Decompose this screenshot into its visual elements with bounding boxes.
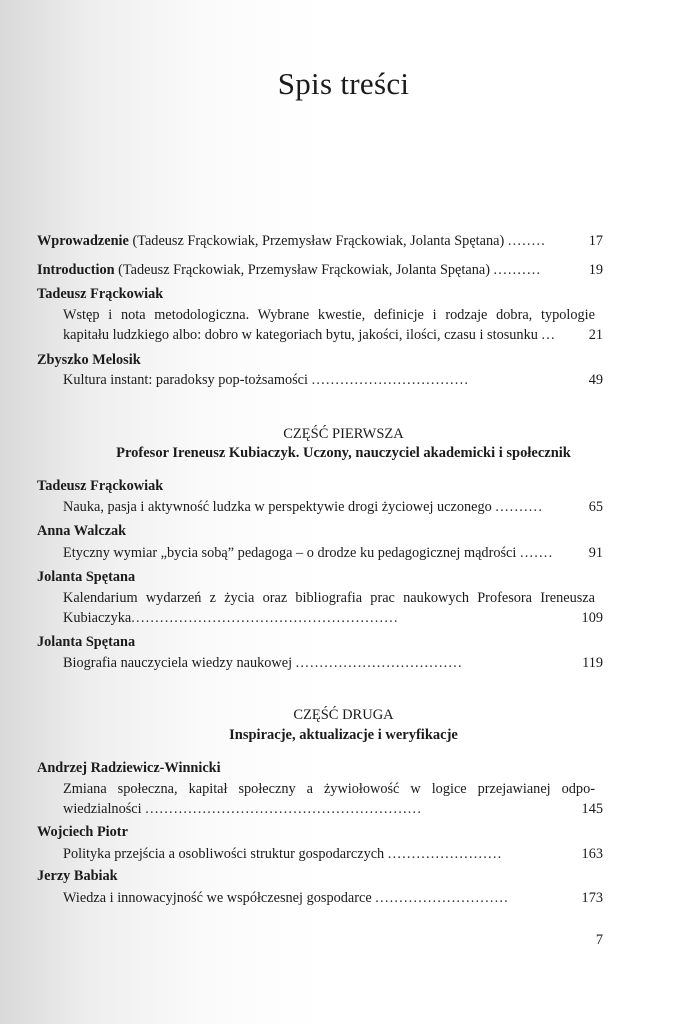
leader-dots: ........................: [387, 846, 503, 862]
leader-dots: ..........: [495, 499, 544, 515]
toc-entry-introduction: [37, 260, 562, 280]
leader-dots: ........: [507, 233, 547, 249]
entry-page-number: 91: [588, 545, 603, 561]
entry-page-number: 49: [588, 372, 603, 388]
entry-page-number: 173: [581, 890, 603, 906]
entry-author: Jolanta Spętana: [37, 634, 136, 650]
entry-title-text: Nauka, pasja i aktywność ludzka w perspektywie drogi życiowej uczonego: [63, 499, 492, 515]
entry-page-number: 19: [588, 262, 603, 278]
entry-authors: (Tadeusz Frąckowiak, Przemysław Frąckowiak, Jolanta Spętana): [128, 233, 508, 249]
part-heading: CZĘŚĆ PIERWSZA: [283, 426, 404, 442]
entry-page-number: 17: [588, 233, 603, 249]
entry-title-line: [63, 799, 563, 819]
entry-title-line: [63, 844, 563, 864]
entry-title-text: Kubiaczyka: [63, 610, 132, 626]
entry-title-line: [63, 608, 563, 628]
page-number: 7: [595, 932, 603, 948]
leader-dots: ...................................: [295, 655, 463, 671]
entry-author: Andrzej Radziewicz-Winnicki: [37, 760, 221, 776]
entry-title-line: [63, 370, 563, 390]
entry-author: Anna Walczak: [37, 523, 127, 539]
entry-author: Tadeusz Frąckowiak: [37, 286, 164, 302]
toc-entry-wprowadzenie: [37, 231, 562, 251]
entry-title-text: Biografia nauczyciela wiedzy naukowej: [63, 655, 293, 671]
leader-dots: ..........: [493, 262, 542, 278]
entry-page-number: 119: [582, 655, 603, 671]
leader-dots: ............................: [375, 890, 509, 906]
entry-title-text: Wiedza i innowacyjność we współczesnej gospodarce: [63, 890, 372, 906]
entry-author: Jerzy Babiak: [37, 868, 118, 884]
entry-page-number: 21: [588, 327, 603, 343]
entry-page-number: 109: [581, 610, 603, 626]
entry-title-text: Kultura instant: paradoksy pop-tożsamości: [63, 372, 308, 388]
entry-author: Jolanta Spętana: [37, 569, 136, 585]
entry-title-line: [63, 325, 563, 345]
part-heading: CZĘŚĆ DRUGA: [293, 707, 394, 723]
entry-lead: Wprowadzenie: [37, 233, 129, 249]
leader-dots: .................................: [311, 372, 470, 388]
entry-author: Tadeusz Frąckowiak: [37, 478, 164, 494]
entry-title-text: wiedzialności: [63, 801, 142, 817]
page-title: Spis treści: [277, 66, 410, 101]
entry-author: Zbyszko Melosik: [37, 352, 141, 368]
entry-title-line: Kalendarium wydarzeń z życia oraz bibliografia prac naukowych Profesora Ireneusza: [63, 590, 595, 606]
entry-lead: Introduction: [37, 262, 115, 278]
part-subtitle: Profesor Ireneusz Kubiaczyk. Uczony, nauczyciel akademicki i społecznik: [116, 445, 571, 461]
entry-page-number: 163: [581, 846, 603, 862]
entry-title-text: Polityka przejścia a osobliwości struktur gospodarczych: [63, 846, 385, 862]
entry-title-line: [63, 888, 563, 908]
entry-page-number: 145: [581, 801, 603, 817]
entry-author: Wojciech Piotr: [37, 824, 128, 840]
leader-dots: .......: [519, 545, 554, 561]
leader-dots: ..........................................................: [145, 801, 423, 817]
entry-title-text: Etyczny wymiar „bycia sobą” pedagoga – o drodze ku pedagogicznej mądrości: [63, 545, 517, 561]
entry-authors: (Tadeusz Frąckowiak, Przemysław Frąckowiak, Jolanta Spętana): [114, 262, 494, 278]
entry-title-line: [63, 543, 563, 563]
entry-title-line: [63, 653, 563, 673]
entry-title-line: Wstęp i nota metodologiczna. Wybrane kwestie, definicje i rodzaje dobra, typologie: [63, 307, 595, 323]
entry-page-number: 65: [588, 499, 603, 515]
leader-dots: ........................................................: [131, 610, 399, 626]
leader-dots: ...: [541, 327, 556, 343]
part-subtitle: Inspiracje, aktualizacje i weryfikacje: [229, 727, 458, 743]
entry-title-text: kapitału ludzkiego albo: dobro w kategoriach bytu, jakości, ilości, czasu i stosunku: [63, 327, 538, 343]
entry-title-line: Zmiana społeczna, kapitał społeczny a żywiołowość w logice przejawianej odpo-: [63, 781, 595, 797]
entry-title-line: [63, 497, 563, 517]
